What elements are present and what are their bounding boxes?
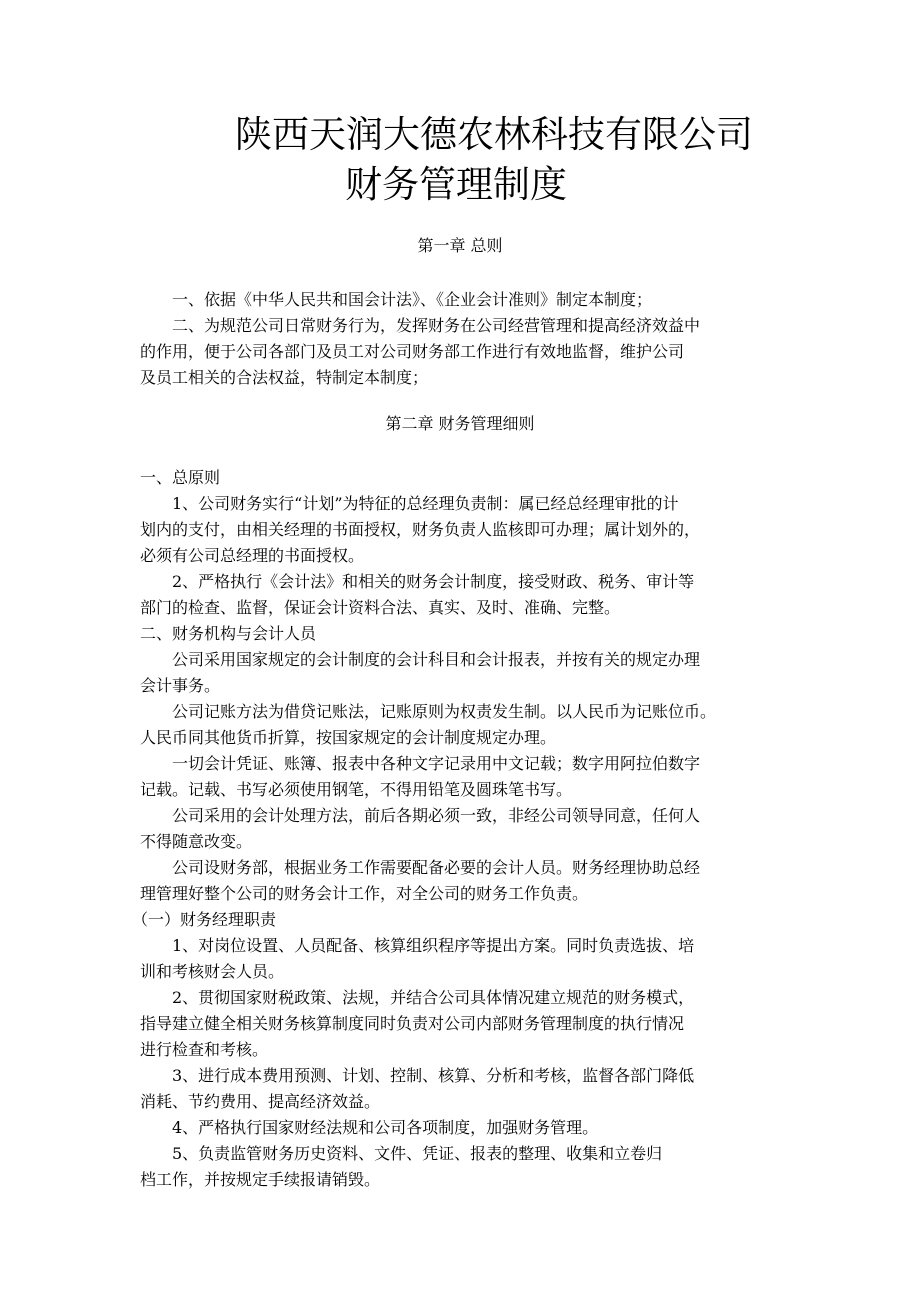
paragraph-line: 一切会计凭证、账簿、报表中各种文字记录用中文记载；数字用阿拉伯数字 (172, 754, 701, 773)
paragraph-line: 公司设财务部，根据业务工作需要配备必要的会计人员。财务经理协助总经 (172, 858, 701, 877)
paragraph-line: 不得随意改变。 (140, 832, 253, 851)
paragraph-line: 的作用，便于公司各部门及员工对公司财务部工作进行有效地监督，维护公司 (140, 342, 685, 361)
chapter-2-body (132, 465, 782, 1193)
paragraph-line: 公司采用的会计处理方法，前后各期必须一致，非经公司领导同意，任何人 (172, 806, 701, 825)
section-heading: 一、总原则 (140, 468, 221, 487)
paragraph-line: 2、贯彻国家财税政策、法规，并结合公司具体情况建立规范的财务模式， (172, 988, 695, 1007)
paragraph-line: 2、严格执行《会计法》和相关的财务会计制度，接受财政、税务、审计等 (172, 572, 695, 591)
paragraph-line: 人民币同其他货币折算，按国家规定的会计制度规定办理。 (140, 728, 557, 747)
paragraph-line: 5、负责监管财务历史资料、文件、凭证、报表的整理、收集和立卷归 (172, 1144, 663, 1163)
paragraph-line: 及员工相关的合法权益，特制定本制度； (140, 368, 429, 387)
chapter-2-heading: 第二章 财务管理细则 (385, 414, 535, 433)
paragraph-line: 二、为规范公司日常财务行为，发挥财务在公司经营管理和提高经济效益中 (172, 316, 701, 335)
paragraph-line: 训和考核财会人员。 (140, 962, 285, 981)
chapter-1-body (140, 287, 782, 391)
paragraph-line: 理管理好整个公司的财务会计工作，对全公司的财务工作负责。 (140, 884, 589, 903)
section-heading: 二、财务机构与会计人员 (140, 624, 317, 643)
paragraph-line: 档工作，并按规定手续报请销毁。 (140, 1170, 381, 1189)
subsection-heading: （一）财务经理职责 (132, 910, 277, 929)
document-title-company: 陕西天润大德农林科技有限公司 (235, 113, 753, 156)
document-title-subject: 财务管理制度 (345, 163, 567, 206)
paragraph-line: 部门的检查、监督，保证会计资料合法、真实、及时、准确、完整。 (140, 598, 621, 617)
paragraph-line: 公司采用国家规定的会计制度的会计科目和会计报表，并按有关的规定办理 (172, 650, 701, 669)
paragraph-line: 进行检查和考核。 (140, 1040, 269, 1059)
paragraph-line: 消耗、节约费用、提高经济效益。 (140, 1092, 381, 1111)
paragraph-line: 必须有公司总经理的书面授权。 (140, 546, 365, 565)
paragraph-line: 3、进行成本费用预测、计划、控制、核算、分析和考核，监督各部门降低 (172, 1066, 695, 1085)
paragraph-line: 一、依据《中华人民共和国会计法》、《企业会计准则》制定本制度； (172, 290, 653, 309)
paragraph-line: 4、严格执行国家财经法规和公司各项制度，加强财务管理。 (172, 1118, 599, 1137)
paragraph-line: 公司记账方法为借贷记账法，记账原则为权责发生制。以人民币为记账位币。 (172, 702, 717, 721)
paragraph-line: 划内的支付，由相关经理的书面授权，财务负责人监核即可办理；属计划外的， (140, 520, 701, 539)
paragraph-line: 1、对岗位设置、人员配备、核算组织程序等提出方案。同时负责选拔、培 (172, 936, 695, 955)
paragraph-line: 记载。记载、书写必须使用钢笔，不得用铅笔及圆珠笔书写。 (140, 780, 573, 799)
paragraph-line: 1、公司财务实行“计划”为特征的总经理负责制：属已经总经理审批的计 (172, 494, 679, 513)
paragraph-line: 会计事务。 (140, 676, 221, 695)
paragraph-line: 指导建立健全相关财务核算制度同时负责对公司内部财务管理制度的执行情况 (140, 1014, 685, 1033)
chapter-1-heading: 第一章 总则 (417, 236, 503, 255)
